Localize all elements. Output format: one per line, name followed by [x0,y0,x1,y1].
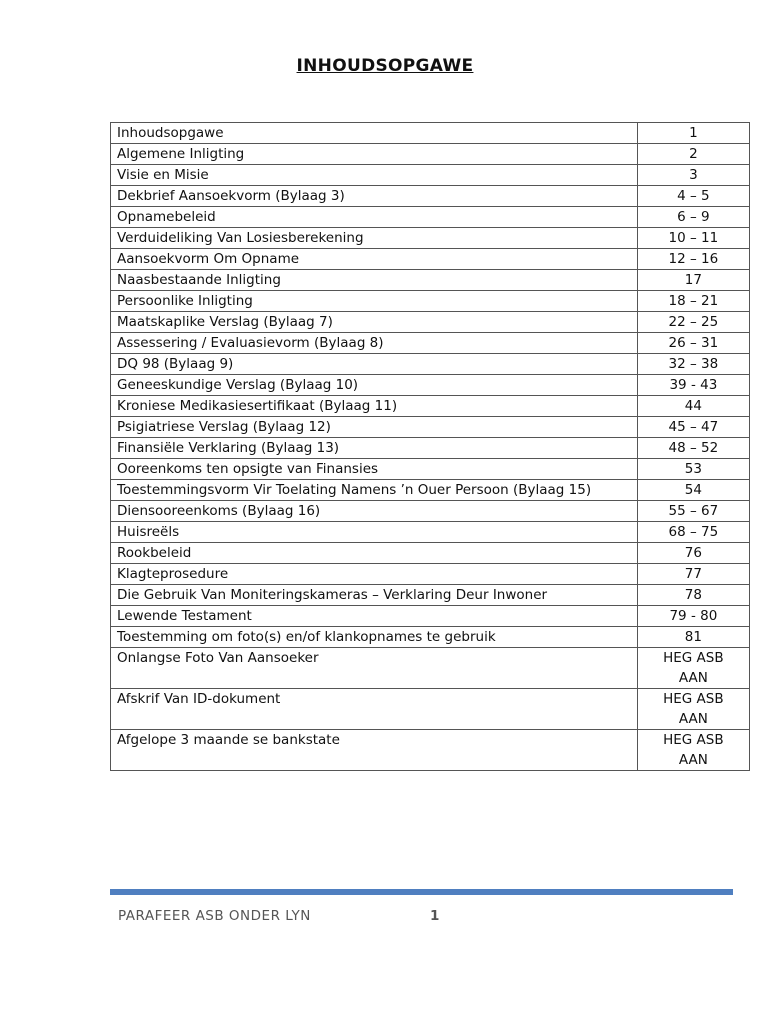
toc-page-text: 6 – 9 [677,209,710,225]
table-row [111,354,750,375]
table-row [111,270,750,291]
table-row [111,564,750,585]
toc-page [637,480,749,501]
toc-entry: Persoonlike Inligting [111,291,638,312]
table-row [111,543,750,564]
toc-page [637,564,749,585]
toc-page [637,186,749,207]
toc-page-text-line2: AAN [678,670,708,686]
toc-page-text: 68 – 75 [668,524,719,540]
toc-page [637,648,749,689]
toc-entry: Opnamebeleid [111,207,638,228]
toc-page-text: 77 [684,566,702,582]
table-row [111,396,750,417]
table-row [111,501,750,522]
table-row [111,144,750,165]
toc-page [637,501,749,522]
table-row [111,207,750,228]
footer-divider [110,889,733,895]
toc-entry: Aansoekvorm Om Opname [111,249,638,270]
toc-page [637,396,749,417]
toc-entry: Naasbestaande Inligting [111,270,638,291]
toc-entry: Inhoudsopgawe [111,123,638,144]
table-row [111,312,750,333]
toc-page [637,627,749,648]
toc-page [637,354,749,375]
table-row [111,333,750,354]
toc-page-text: HEG ASB [663,691,724,707]
toc-page [637,543,749,564]
toc-page [637,291,749,312]
toc-entry: Verduideliking Van Losiesberekening [111,228,638,249]
toc-page [637,459,749,480]
toc-entry: Die Gebruik Van Moniteringskameras – Verklaring Deur Inwoner [111,585,638,606]
toc-page [637,417,749,438]
toc-page [637,333,749,354]
toc-entry: Onlangse Foto Van Aansoeker [111,648,638,689]
toc-entry: Visie en Misie [111,165,638,186]
table-of-contents [110,122,750,771]
footer-text: PARAFEER ASB ONDER LYN [118,908,311,924]
toc-page-text: 4 – 5 [677,188,710,204]
toc-page-text: 79 - 80 [669,608,718,624]
toc-page-text: 53 [684,461,702,477]
table-row [111,291,750,312]
toc-page-text: 48 – 52 [668,440,719,456]
toc-page-text: 78 [684,587,702,603]
table-row [111,123,750,144]
table-row [111,375,750,396]
toc-entry: Dekbrief Aansoekvorm (Bylaag 3) [111,186,638,207]
toc-page [637,438,749,459]
toc-page-text: 55 – 67 [668,503,719,519]
toc-entry: Huisreëls [111,522,638,543]
toc-entry: Finansiële Verklaring (Bylaag 13) [111,438,638,459]
table-row [111,186,750,207]
toc-page [637,606,749,627]
table-row [111,165,750,186]
toc-entry: Maatskaplike Verslag (Bylaag 7) [111,312,638,333]
table-row [111,249,750,270]
toc-entry: Assessering / Evaluasievorm (Bylaag 8) [111,333,638,354]
toc-page [637,270,749,291]
toc-page-text: 76 [684,545,702,561]
toc-page-text: 44 [684,398,702,414]
table-row [111,689,750,730]
toc-page-text: 3 [689,167,698,183]
toc-page [637,207,749,228]
toc-page-text: 18 – 21 [668,293,719,309]
table-row [111,648,750,689]
table-row [111,480,750,501]
toc-page [637,312,749,333]
page-title: INHOUDSOPGAWE [296,56,474,76]
toc-entry: Klagteprosedure [111,564,638,585]
toc-entry: Ooreenkoms ten opsigte van Finansies [111,459,638,480]
toc-page [637,730,749,771]
toc-page [637,585,749,606]
table-row [111,417,750,438]
toc-entry: Afgelope 3 maande se bankstate [111,730,638,771]
toc-page-text: 81 [684,629,702,645]
toc-page-text-line2: AAN [678,711,708,727]
toc-page-text: HEG ASB [663,732,724,748]
toc-entry: Toestemmingsvorm Vir Toelating Namens ’n Ouer Persoon (Bylaag 15) [111,480,638,501]
toc-page-text: 12 – 16 [668,251,719,267]
toc-page-text: 54 [684,482,702,498]
toc-entry: Geneeskundige Verslag (Bylaag 10) [111,375,638,396]
toc-page [637,123,749,144]
table-row [111,438,750,459]
toc-page-text-line2: AAN [678,752,708,768]
toc-page [637,144,749,165]
toc-entry: Diensooreenkoms (Bylaag 16) [111,501,638,522]
toc-page-text: 17 [684,272,702,288]
table-row [111,730,750,771]
toc-page-text: HEG ASB [663,650,724,666]
toc-page [637,375,749,396]
toc-entry: Toestemming om foto(s) en/of klankopnames te gebruik [111,627,638,648]
toc-page-text: 2 [689,146,698,162]
table-row [111,459,750,480]
toc-entry: Afskrif Van ID-dokument [111,689,638,730]
table-row [111,627,750,648]
toc-entry: Kroniese Medikasiesertifikaat (Bylaag 11) [111,396,638,417]
toc-entry: Algemene Inligting [111,144,638,165]
table-row [111,606,750,627]
toc-page-text: 32 – 38 [668,356,719,372]
toc-page [637,165,749,186]
toc-page [637,249,749,270]
toc-page-text: 39 - 43 [669,377,718,393]
toc-page-text: 22 – 25 [668,314,719,330]
table-row [111,228,750,249]
toc-page-text: 45 – 47 [668,419,719,435]
footer-page-number: 1 [430,908,440,924]
toc-page [637,522,749,543]
toc-entry: Lewende Testament [111,606,638,627]
toc-entry: Rookbeleid [111,543,638,564]
toc-page-text: 1 [689,125,698,141]
toc-page [637,689,749,730]
table-row [111,522,750,543]
table-row [111,585,750,606]
toc-page-text: 26 – 31 [668,335,719,351]
toc-page [637,228,749,249]
toc-entry: Psigiatriese Verslag (Bylaag 12) [111,417,638,438]
toc-page-text: 10 – 11 [668,230,719,246]
toc-entry: DQ 98 (Bylaag 9) [111,354,638,375]
